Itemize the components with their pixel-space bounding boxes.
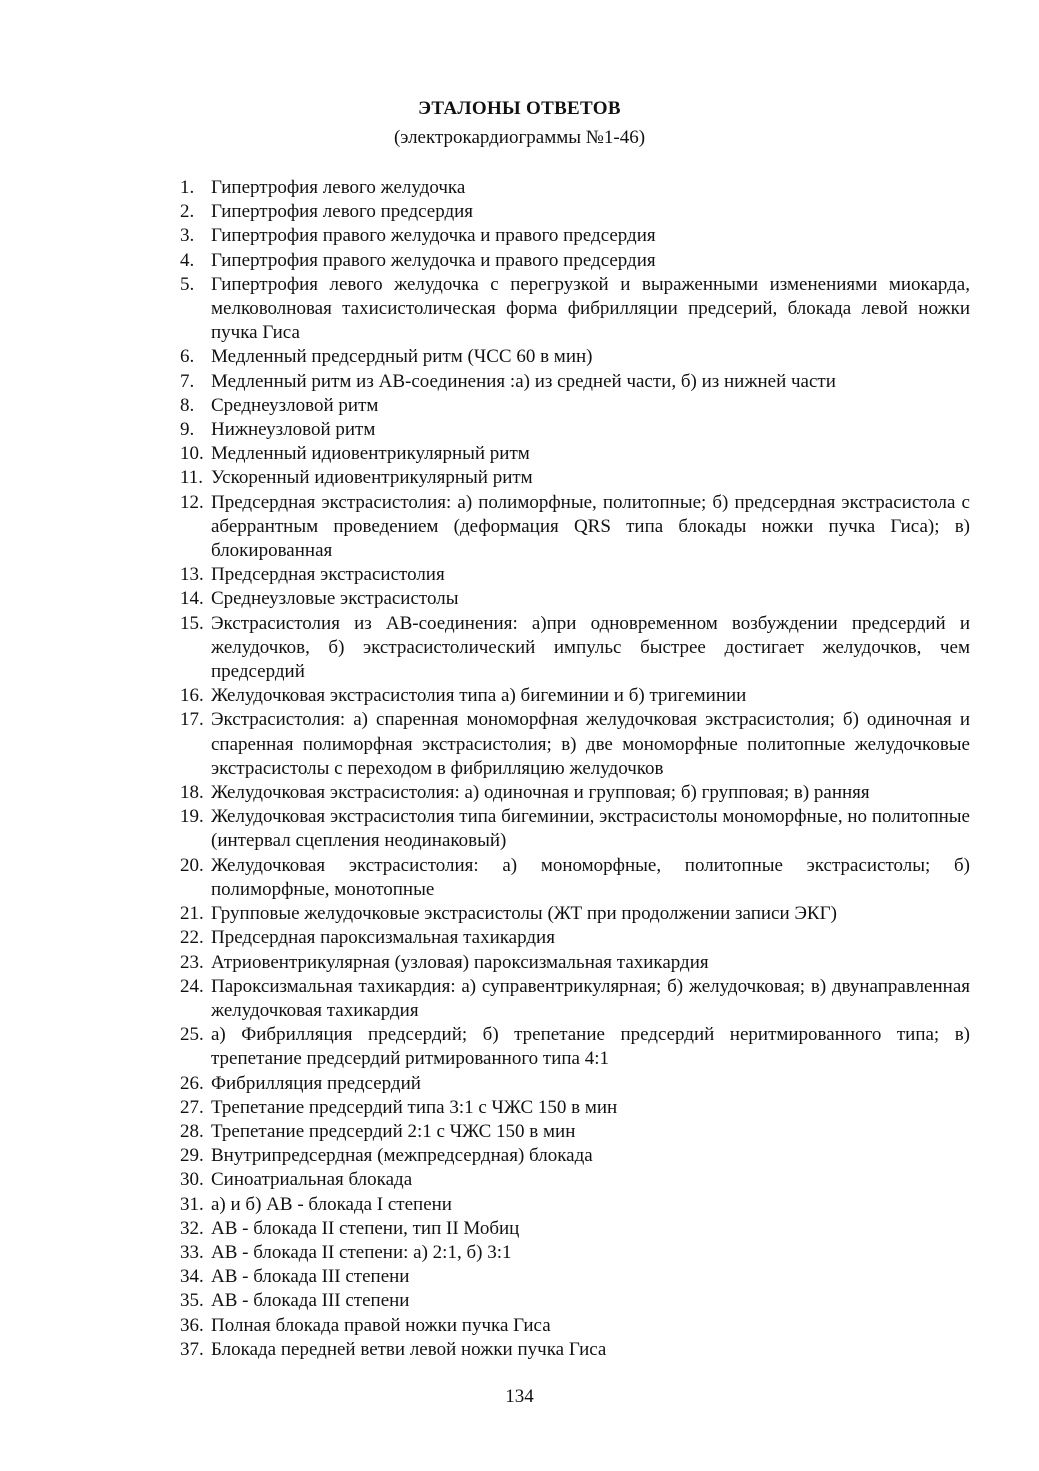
list-item [180,805,970,853]
item-text: Желудочковая экстрасистолия: а) одиночная и групповая; б) групповая; в) ранняя [211,782,870,804]
item-text: Гипертрофия левого желудочка [211,177,466,198]
item-text: Предсердная экстрасистолия [211,564,445,586]
item-text: Предсердная пароксизмальная тахикардия [211,927,555,949]
item-number: 16. [180,685,204,707]
list-item [180,1096,970,1120]
list-item [180,418,970,442]
page-title: ЭТАЛОНЫ ОТВЕТОВ [418,98,621,119]
list-item [180,1289,970,1313]
list-item [180,781,970,805]
item-number: 36. [180,1314,204,1336]
list-item [180,370,970,394]
item-number: 28. [180,1120,204,1142]
item-text: Желудочковая экстрасистолия: а) мономорфные, политопные экстрасистолы; б) полиморфные, монотопные [211,854,970,900]
item-number: 32. [180,1217,204,1239]
item-number: 22. [180,927,204,949]
item-number: 24. [180,975,204,997]
list-item [180,491,970,564]
list-item [180,1193,970,1217]
item-text: Гипертрофия правого желудочка и правого предсердия [211,249,656,271]
list-item [180,1217,970,1241]
item-text: Желудочковая экстрасистолия типа бигеминии, экстрасистолы мономорфные, но политопные (интервал сцепления неодинаковый) [211,806,970,852]
item-number: 13. [180,564,204,586]
page-subtitle: (электрокардиограммы №1-46) [393,127,646,148]
item-number: 23. [180,951,204,973]
item-number: 37. [180,1338,204,1360]
item-text: Гипертрофия правого желудочка и правого предсердия [211,225,656,247]
page-number: 134 [505,1386,534,1407]
item-number: 30. [180,1169,204,1191]
list-item [180,1072,970,1096]
list-item [180,1023,970,1071]
item-text: Среднеузловой ритм [211,394,379,416]
item-text: Групповые желудочковые экстрасистолы (ЖТ при продолжении записи ЭКГ) [211,903,837,925]
answer-list [180,176,970,1362]
list-item [180,587,970,611]
list-item [180,975,970,1023]
list-item [180,926,970,950]
item-text: Фибрилляция предсердий [211,1072,421,1094]
item-text: Медленный предсердный ритм (ЧСС 60 в мин) [211,346,593,368]
item-number: 1. [180,177,195,198]
list-item [180,684,970,708]
list-item [180,176,970,200]
item-number: 33. [180,1241,204,1263]
list-item [180,902,970,926]
list-item [180,951,970,975]
item-number: 26. [180,1072,204,1094]
item-text: Гипертрофия левого желудочка с перегрузкой и выраженными изменениями миокарда, мелковолновая тахисистолическая форма фибрилляции предсерий, блокада левой ножки пучка Гиса [211,273,970,344]
list-item [180,1144,970,1168]
list-item [180,249,970,273]
item-text: Экстрасистолия из АВ-соединения: а)при одновременном возбуждении предсердий и желудочков, б) экстрасистолический импульс быстрее достигает желудочков, чем предсердий [211,612,970,683]
item-text: Трепетание предсердий типа 3:1 с ЧЖС 150 в мин [211,1096,618,1118]
item-number: 29. [180,1145,204,1167]
item-text: АВ - блокада III степени [211,1266,410,1288]
item-text: а) Фибрилляция предсердий; б) трепетание предсердий неритмированного типа; в) трепетание предсердий ритмированного типа 4:1 [211,1024,970,1070]
item-text: Среднеузловые экстрасистолы [211,588,459,610]
list-item [180,466,970,490]
item-number: 34. [180,1266,204,1288]
item-number: 20. [180,854,204,876]
item-number: 19. [180,806,204,828]
item-number: 6. [180,346,195,368]
item-number: 8. [180,394,195,416]
item-text: Атриовентрикулярная (узловая) пароксизмальная тахикардия [211,951,709,973]
item-number: 18. [180,782,204,804]
list-item [180,345,970,369]
item-number: 10. [180,443,204,465]
item-number: 3. [180,225,195,247]
list-item [180,563,970,587]
item-text: а) и б) АВ - блокада I степени [211,1193,452,1215]
item-number: 31. [180,1193,204,1215]
list-item [180,854,970,902]
list-item [180,394,970,418]
item-text: Блокада передней ветви левой ножки пучка Гиса [211,1338,607,1360]
item-number: 21. [180,903,204,925]
list-item [180,612,970,685]
list-item [180,1168,970,1192]
item-number: 17. [180,709,204,731]
item-text: Экстрасистолия: а) спаренная мономорфная желудочковая экстрасистолия; б) одиночная и спаренная полиморфная экстрасистолия; в) две мономорфные политопные желудочковые экстрасистолы с переходом в фибрилляцию желудочков [211,709,970,779]
item-text: АВ - блокада II степени: а) 2:1, б) 3:1 [211,1241,512,1263]
item-text: Ускоренный идиовентрикулярный ритм [211,467,533,489]
item-number: 27. [180,1096,204,1118]
item-number: 14. [180,588,204,610]
item-text: Нижнеузловой ритм [211,419,376,441]
item-text: АВ - блокада III степени [211,1290,410,1312]
item-text: Медленный идиовентрикулярный ритм [211,443,530,465]
item-text: Гипертрофия левого предсердия [211,201,474,223]
item-number: 7. [180,370,195,392]
item-text: Пароксизмальная тахикардия: а) суправентрикулярная; б) желудочковая; в) двунаправленная желудочковая тахикардия [211,975,970,1021]
item-text: Трепетание предсердий 2:1 с ЧЖС 150 в мин [211,1120,576,1142]
list-item [180,273,970,346]
item-number: 9. [180,419,195,441]
item-text: Медленный ритм из АВ-соединения :а) из средней части, б) из нижней части [211,370,836,392]
item-number: 25. [180,1024,204,1046]
item-number: 15. [180,612,204,634]
item-text: Желудочковая экстрасистолия типа а) бигеминии и б) тригеминии [211,685,747,707]
list-item [180,200,970,224]
list-item [180,708,970,781]
list-item [180,1265,970,1289]
item-number: 4. [180,249,195,271]
list-item [180,442,970,466]
item-number: 5. [180,273,195,295]
list-item [180,1241,970,1265]
item-text: Внутрипредсердная (межпредсердная) блокада [211,1145,593,1167]
item-number: 12. [180,491,204,513]
list-item [180,1338,970,1362]
list-item [180,224,970,248]
list-item [180,1314,970,1338]
item-text: Полная блокада правой ножки пучка Гиса [211,1314,551,1336]
item-text: Предсердная экстрасистолия: а) полиморфные, политопные; б) предсердная экстрасистола с аберрантным проведением (деформация QRS типа блокады ножки пучка Гиса); в) блокированная [211,491,970,562]
item-number: 35. [180,1290,204,1312]
item-text: Синоатриальная блокада [211,1169,413,1191]
item-text: АВ - блокада II степени, тип II Мобиц [211,1217,520,1239]
item-number: 2. [180,201,195,223]
list-item [180,1120,970,1144]
item-number: 11. [180,467,204,489]
